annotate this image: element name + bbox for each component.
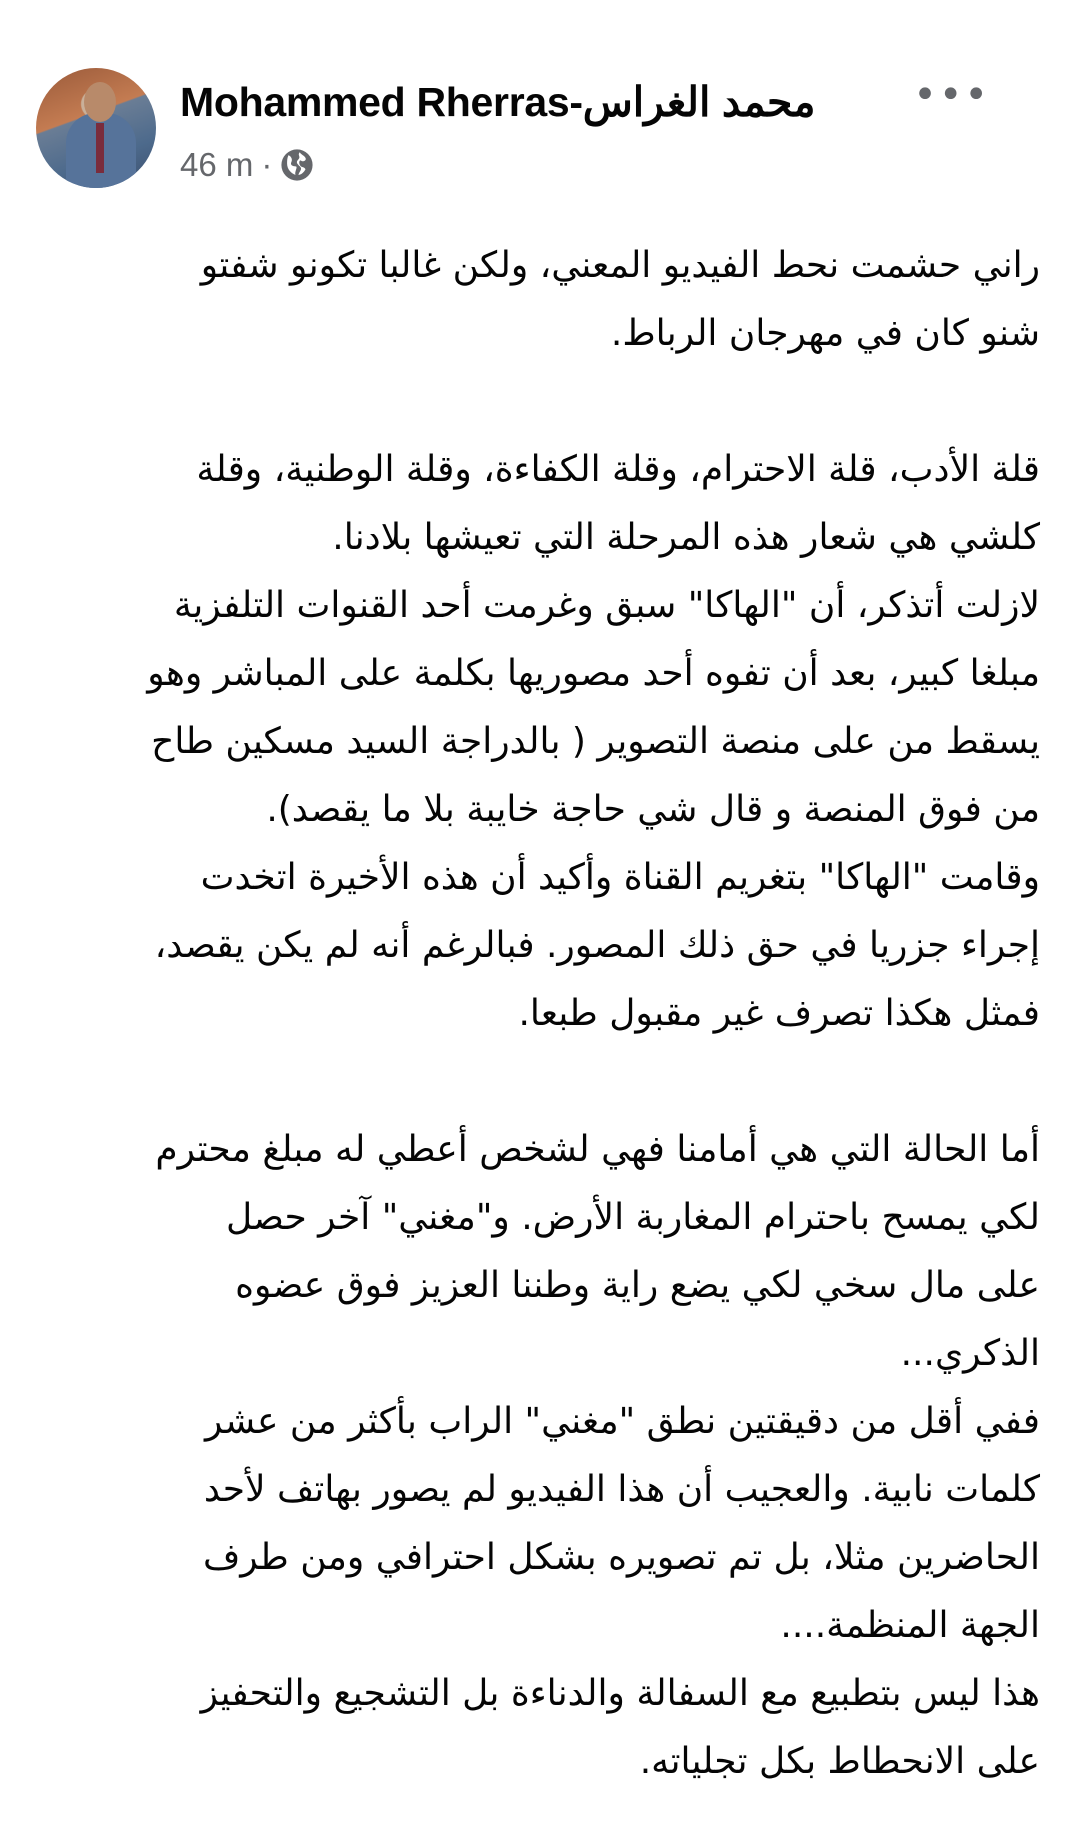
post-text-line: الذكري...	[900, 1333, 1040, 1374]
globe-icon[interactable]	[280, 148, 314, 182]
post-body	[40, 232, 1040, 1796]
post-text-line: كلشي هي شعار هذه المرحلة التي تعيشها بلادنا.	[332, 517, 1040, 558]
more-options-button[interactable]: •••	[913, 72, 990, 118]
post-text-line: هذا ليس بتطبيع مع السفالة والدناءة بل التشجيع والتحفيز	[200, 1673, 1040, 1714]
post-text-line: على مال سخي لكي يضع راية وطننا العزيز فوق عضوه	[235, 1265, 1040, 1306]
post-text-line: يسقط من على منصة التصوير ( بالدراجة السيد مسكين طاح	[151, 721, 1040, 762]
author-name[interactable]: Mohammed Rherras-محمد الغراس	[180, 79, 816, 125]
post-text-line: كلمات نابية. والعجيب أن هذا الفيديو لم يصور بهاتف لأحد	[203, 1469, 1040, 1510]
post-text-line: شنو كان في مهرجان الرباط.	[610, 313, 1040, 354]
post-meta	[180, 146, 314, 184]
post-text-line: الحاضرين مثلا، بل تم تصويره بشكل احترافي ومن طرف	[202, 1537, 1040, 1578]
post-text-line: إجراء جزريا في حق ذلك المصور. فبالرغم أنه لم يكن يقصد،	[154, 925, 1040, 966]
post-text-line: الجهة المنظمة....	[780, 1605, 1040, 1646]
timestamp[interactable]: 46 m	[180, 146, 254, 183]
post-text-line: فمثل هكذا تصرف غير مقبول طبعا.	[518, 993, 1040, 1034]
avatar[interactable]	[36, 68, 156, 188]
separator: ·	[261, 146, 273, 183]
post-text-line: من فوق المنصة و قال شي حاجة خايبة بلا ما يقصد).	[266, 789, 1040, 830]
post-text-line: ففي أقل من دقيقتين نطق "مغني" الراب بأكثر من عشر	[205, 1401, 1040, 1442]
post-header	[0, 0, 1080, 200]
post-text-line: وقامت "الهاكا" بتغريم القناة وأكيد أن هذه الأخيرة اتخدت	[200, 857, 1040, 898]
post-text-line: مبلغا كبير، بعد أن تفوه أحد مصوريها بكلمة على المباشر وهو	[147, 653, 1040, 694]
post-text-line: لكي يمسح باحترام المغاربة الأرض. و"مغني" آخر حصل	[226, 1197, 1040, 1238]
post-text-line: أما الحالة التي هي أمامنا فهي لشخص أعطي له مبلغ محترم	[155, 1129, 1040, 1170]
post-text-line: راني حشمت نحط الفيديو المعني، ولكن غالبا تكونو شفتو	[200, 245, 1040, 286]
post-text-line	[40, 368, 1040, 436]
post-text-line	[40, 1048, 1040, 1116]
post-text-line: على الانحطاط بكل تجلياته.	[639, 1741, 1040, 1782]
post-text-line: لازلت أتذكر، أن "الهاكا" سبق وغرمت أحد القنوات التلفزية	[173, 585, 1040, 626]
post-text-line: قلة الأدب، قلة الاحترام، وقلة الكفاءة، وقلة الوطنية، وقلة	[196, 449, 1040, 490]
